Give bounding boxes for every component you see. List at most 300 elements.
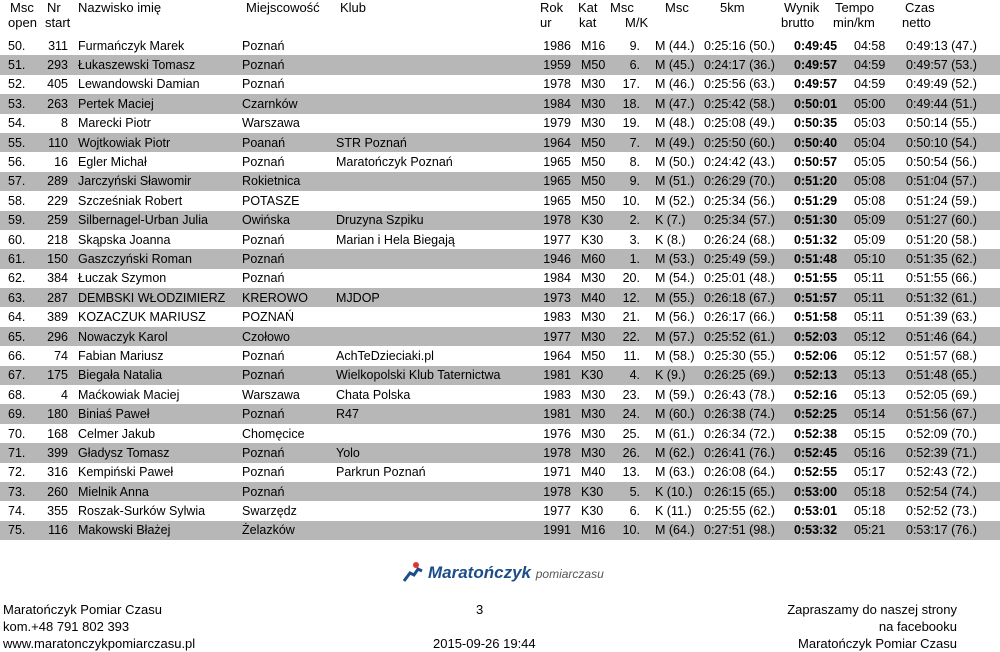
- cell-name: Egler Michał: [74, 152, 242, 171]
- cell-place: 56.: [0, 152, 35, 171]
- cell-gender-place: M (61.): [650, 424, 700, 443]
- cell-pace: 05:11: [848, 307, 904, 326]
- cell-pace: 05:12: [848, 327, 904, 346]
- cell-place: 64.: [0, 307, 35, 326]
- cell-city: Poznań: [242, 404, 336, 423]
- cell-city: Swarzędz: [242, 501, 336, 520]
- cell-city: Poznań: [242, 443, 336, 462]
- cell-gender-place: M (51.): [650, 172, 700, 191]
- cell-split-5km: 0:25:52 (61.): [700, 327, 790, 346]
- cell-category: M30: [577, 114, 613, 133]
- cell-pace: 05:08: [848, 172, 904, 191]
- cell-cat-place: 6.: [613, 55, 650, 74]
- footer-facebook[interactable]: na facebooku: [878, 619, 957, 634]
- cell-category: K30: [577, 501, 613, 520]
- cell-gross-time: 0:51:58: [790, 307, 848, 326]
- cell-year: 1973: [537, 288, 577, 307]
- cell-category: M30: [577, 269, 613, 288]
- cell-place: 73.: [0, 482, 35, 501]
- cell-pace: 05:09: [848, 211, 904, 230]
- cell-bib: 287: [35, 288, 74, 307]
- cell-category: M30: [577, 307, 613, 326]
- cell-split-5km: 0:27:51 (98.): [700, 521, 790, 540]
- cell-category: M40: [577, 288, 613, 307]
- cell-gross-time: 0:49:45: [790, 36, 848, 55]
- cell-city: Poznań: [242, 55, 336, 74]
- cell-pace: 05:14: [848, 404, 904, 423]
- table-row: [0, 463, 1000, 482]
- cell-split-5km: 0:26:38 (74.): [700, 404, 790, 423]
- cell-city: Poznań: [242, 152, 336, 171]
- cell-gender-place: K (7.): [650, 211, 700, 230]
- cell-place: 74.: [0, 501, 35, 520]
- cell-net-time: 0:52:05 (69.): [904, 385, 1000, 404]
- cell-pace: 05:18: [848, 501, 904, 520]
- table-row: [0, 152, 1000, 171]
- header-col-3: Miejscowość: [246, 0, 320, 15]
- cell-year: 1946: [537, 249, 577, 268]
- cell-split-5km: 0:25:42 (58.): [700, 94, 790, 113]
- cell-club: [336, 521, 537, 540]
- cell-club: AchTeDzieciaki.pl: [336, 346, 537, 365]
- cell-cat-place: 4.: [613, 366, 650, 385]
- cell-net-time: 0:51:48 (65.): [904, 366, 1000, 385]
- cell-gross-time: 0:52:25: [790, 404, 848, 423]
- cell-city: Rokietnica: [242, 172, 336, 191]
- cell-gender-place: M (49.): [650, 133, 700, 152]
- cell-place: 54.: [0, 114, 35, 133]
- cell-year: 1981: [537, 366, 577, 385]
- cell-bib: 260: [35, 482, 74, 501]
- cell-year: 1971: [537, 463, 577, 482]
- header-sub-1: start: [45, 15, 71, 30]
- cell-place: 68.: [0, 385, 35, 404]
- cell-category: M30: [577, 424, 613, 443]
- cell-gender-place: M (63.): [650, 463, 700, 482]
- cell-city: Poznań: [242, 75, 336, 94]
- table-row: [0, 172, 1000, 191]
- cell-split-5km: 0:25:50 (60.): [700, 133, 790, 152]
- cell-cat-place: 24.: [613, 404, 650, 423]
- cell-name: Celmer Jakub: [74, 424, 242, 443]
- cell-cat-place: 7.: [613, 133, 650, 152]
- cell-year: 1965: [537, 152, 577, 171]
- cell-year: 1983: [537, 385, 577, 404]
- cell-gender-place: M (60.): [650, 404, 700, 423]
- footer-left: [3, 601, 195, 652]
- cell-cat-place: 26.: [613, 443, 650, 462]
- cell-year: 1984: [537, 94, 577, 113]
- cell-pace: 05:11: [848, 288, 904, 307]
- cell-category: M30: [577, 94, 613, 113]
- header-col-11: Tempo: [835, 0, 875, 15]
- cell-net-time: 0:50:14 (55.): [904, 114, 1000, 133]
- header-col-10: Wynik: [784, 0, 820, 15]
- cell-gender-place: M (47.): [650, 94, 700, 113]
- cell-gross-time: 0:53:01: [790, 501, 848, 520]
- cell-gender-place: K (10.): [650, 482, 700, 501]
- header-col-5: Rok: [540, 0, 564, 15]
- cell-city: Poznań: [242, 249, 336, 268]
- cell-split-5km: 0:25:56 (63.): [700, 75, 790, 94]
- cell-category: K30: [577, 211, 613, 230]
- cell-gross-time: 0:53:32: [790, 521, 848, 540]
- cell-split-5km: 0:24:17 (36.): [700, 55, 790, 74]
- cell-gender-place: M (58.): [650, 346, 700, 365]
- cell-cat-place: 21.: [613, 307, 650, 326]
- cell-city: Czołowo: [242, 327, 336, 346]
- cell-category: M50: [577, 346, 613, 365]
- table-row: [0, 501, 1000, 520]
- cell-cat-place: 22.: [613, 327, 650, 346]
- cell-club: R47: [336, 404, 537, 423]
- cell-cat-place: 19.: [613, 114, 650, 133]
- cell-club: [336, 327, 537, 346]
- cell-split-5km: 0:25:34 (56.): [700, 191, 790, 210]
- cell-club: Chata Polska: [336, 385, 537, 404]
- cell-bib: 289: [35, 172, 74, 191]
- cell-club: [336, 114, 537, 133]
- cell-club: Maratończyk Poznań: [336, 152, 537, 171]
- cell-place: 60.: [0, 230, 35, 249]
- cell-split-5km: 0:25:30 (55.): [700, 346, 790, 365]
- cell-pace: 05:08: [848, 191, 904, 210]
- cell-name: Skąpska Joanna: [74, 230, 242, 249]
- table-header: [0, 0, 960, 36]
- footer-company-right: Maratończyk Pomiar Czasu: [798, 636, 957, 651]
- cell-bib: 4: [35, 385, 74, 404]
- cell-category: M50: [577, 55, 613, 74]
- cell-gross-time: 0:50:57: [790, 152, 848, 171]
- cell-year: 1978: [537, 211, 577, 230]
- cell-cat-place: 9.: [613, 36, 650, 55]
- cell-gross-time: 0:49:57: [790, 75, 848, 94]
- cell-club: [336, 424, 537, 443]
- cell-city: Poznań: [242, 366, 336, 385]
- cell-split-5km: 0:26:34 (72.): [700, 424, 790, 443]
- cell-gross-time: 0:51:29: [790, 191, 848, 210]
- cell-year: 1977: [537, 230, 577, 249]
- cell-year: 1964: [537, 346, 577, 365]
- footer-phone: kom.+48 791 802 393: [3, 619, 130, 634]
- cell-name: Łuczak Szymon: [74, 269, 242, 288]
- cell-city: Poznań: [242, 269, 336, 288]
- header-col-1: Nr: [47, 0, 61, 15]
- cell-split-5km: 0:25:34 (57.): [700, 211, 790, 230]
- cell-split-5km: 0:26:25 (69.): [700, 366, 790, 385]
- cell-club: [336, 269, 537, 288]
- page-number: 3: [476, 602, 484, 617]
- cell-bib: 218: [35, 230, 74, 249]
- cell-net-time: 0:51:32 (61.): [904, 288, 1000, 307]
- cell-gross-time: 0:51:48: [790, 249, 848, 268]
- cell-cat-place: 12.: [613, 288, 650, 307]
- cell-bib: 384: [35, 269, 74, 288]
- header-col-7: Msc: [610, 0, 634, 15]
- cell-bib: 311: [35, 36, 74, 55]
- cell-gross-time: 0:51:55: [790, 269, 848, 288]
- cell-net-time: 0:53:17 (76.): [904, 521, 1000, 540]
- cell-cat-place: 3.: [613, 230, 650, 249]
- cell-pace: 05:15: [848, 424, 904, 443]
- cell-year: 1979: [537, 114, 577, 133]
- cell-name: Maćkowiak Maciej: [74, 385, 242, 404]
- cell-place: 50.: [0, 36, 35, 55]
- cell-cat-place: 2.: [613, 211, 650, 230]
- cell-club: [336, 55, 537, 74]
- table-row: [0, 307, 1000, 326]
- cell-name: Szcześniak Robert: [74, 191, 242, 210]
- table-row: [0, 55, 1000, 74]
- cell-city: Chomęcice: [242, 424, 336, 443]
- logo-text: Maratończyk: [428, 563, 531, 582]
- cell-bib: 259: [35, 211, 74, 230]
- cell-split-5km: 0:26:29 (70.): [700, 172, 790, 191]
- cell-split-5km: 0:25:01 (48.): [700, 269, 790, 288]
- table-row: [0, 404, 1000, 423]
- cell-city: POZNAŃ: [242, 307, 336, 326]
- cell-place: 70.: [0, 424, 35, 443]
- cell-year: 1976: [537, 424, 577, 443]
- table-row: [0, 288, 1000, 307]
- cell-split-5km: 0:25:55 (62.): [700, 501, 790, 520]
- cell-bib: 399: [35, 443, 74, 462]
- runner-logo-icon: [400, 561, 424, 583]
- cell-year: 1983: [537, 307, 577, 326]
- cell-name: Marecki Piotr: [74, 114, 242, 133]
- cell-city: Owińska: [242, 211, 336, 230]
- cell-bib: 8: [35, 114, 74, 133]
- cell-pace: 05:13: [848, 366, 904, 385]
- cell-category: M50: [577, 172, 613, 191]
- cell-split-5km: 0:24:42 (43.): [700, 152, 790, 171]
- cell-bib: 150: [35, 249, 74, 268]
- cell-name: Jarczyński Sławomir: [74, 172, 242, 191]
- cell-place: 52.: [0, 75, 35, 94]
- cell-net-time: 0:49:44 (51.): [904, 94, 1000, 113]
- table-row: [0, 346, 1000, 365]
- table-row: [0, 75, 1000, 94]
- cell-year: 1977: [537, 327, 577, 346]
- cell-gender-place: M (44.): [650, 36, 700, 55]
- cell-net-time: 0:50:54 (56.): [904, 152, 1000, 171]
- cell-pace: 04:58: [848, 36, 904, 55]
- cell-city: Poznań: [242, 463, 336, 482]
- cell-pace: 05:17: [848, 463, 904, 482]
- cell-pace: 05:10: [848, 249, 904, 268]
- cell-net-time: 0:49:13 (47.): [904, 36, 1000, 55]
- cell-gross-time: 0:51:32: [790, 230, 848, 249]
- cell-city: Czarnków: [242, 94, 336, 113]
- cell-city: Warszawa: [242, 385, 336, 404]
- cell-cat-place: 11.: [613, 346, 650, 365]
- cell-bib: 293: [35, 55, 74, 74]
- header-col-6: Kat: [578, 0, 598, 15]
- cell-city: Poznań: [242, 346, 336, 365]
- cell-bib: 405: [35, 75, 74, 94]
- cell-category: M50: [577, 191, 613, 210]
- cell-pace: 05:18: [848, 482, 904, 501]
- cell-year: 1977: [537, 501, 577, 520]
- cell-split-5km: 0:26:41 (76.): [700, 443, 790, 462]
- cell-club: [336, 307, 537, 326]
- cell-split-5km: 0:26:24 (68.): [700, 230, 790, 249]
- cell-year: 1964: [537, 133, 577, 152]
- footer-company: Maratończyk Pomiar Czasu: [3, 602, 162, 617]
- cell-bib: 16: [35, 152, 74, 171]
- cell-place: 67.: [0, 366, 35, 385]
- cell-city: Poznań: [242, 230, 336, 249]
- cell-pace: 05:13: [848, 385, 904, 404]
- cell-category: M30: [577, 404, 613, 423]
- cell-name: Biegała Natalia: [74, 366, 242, 385]
- cell-city: POTASZE: [242, 191, 336, 210]
- table-row: [0, 385, 1000, 404]
- cell-pace: 05:03: [848, 114, 904, 133]
- cell-gender-place: K (8.): [650, 230, 700, 249]
- cell-gender-place: M (53.): [650, 249, 700, 268]
- cell-net-time: 0:51:04 (57.): [904, 172, 1000, 191]
- table-row: [0, 482, 1000, 501]
- cell-place: 58.: [0, 191, 35, 210]
- table-row: [0, 249, 1000, 268]
- cell-pace: 05:11: [848, 269, 904, 288]
- cell-net-time: 0:52:52 (73.): [904, 501, 1000, 520]
- cell-year: 1965: [537, 191, 577, 210]
- cell-net-time: 0:51:27 (60.): [904, 211, 1000, 230]
- cell-place: 57.: [0, 172, 35, 191]
- cell-club: Parkrun Poznań: [336, 463, 537, 482]
- cell-club: [336, 172, 537, 191]
- cell-gender-place: M (52.): [650, 191, 700, 210]
- cell-year: 1981: [537, 404, 577, 423]
- table-row: [0, 443, 1000, 462]
- cell-cat-place: 18.: [613, 94, 650, 113]
- cell-gender-place: K (9.): [650, 366, 700, 385]
- cell-city: Poznań: [242, 482, 336, 501]
- cell-pace: 04:59: [848, 55, 904, 74]
- cell-split-5km: 0:25:16 (50.): [700, 36, 790, 55]
- cell-year: 1991: [537, 521, 577, 540]
- cell-gender-place: M (64.): [650, 521, 700, 540]
- cell-place: 65.: [0, 327, 35, 346]
- cell-city: Żelazków: [242, 521, 336, 540]
- cell-net-time: 0:49:49 (52.): [904, 75, 1000, 94]
- cell-city: Poznań: [242, 36, 336, 55]
- cell-place: 71.: [0, 443, 35, 462]
- cell-name: DEMBSKI WŁODZIMIERZ: [74, 288, 242, 307]
- cell-club: Marian i Hela Biegają: [336, 230, 537, 249]
- cell-club: STR Poznań: [336, 133, 537, 152]
- cell-category: M50: [577, 133, 613, 152]
- cell-club: [336, 501, 537, 520]
- cell-gender-place: M (48.): [650, 114, 700, 133]
- footer-website[interactable]: www.maratonczykpomiarczasu.pl: [3, 636, 196, 651]
- cell-cat-place: 25.: [613, 424, 650, 443]
- cell-name: Gaszczyński Roman: [74, 249, 242, 268]
- cell-category: M60: [577, 249, 613, 268]
- cell-bib: 175: [35, 366, 74, 385]
- cell-cat-place: 13.: [613, 463, 650, 482]
- cell-club: [336, 191, 537, 210]
- cell-place: 61.: [0, 249, 35, 268]
- cell-bib: 74: [35, 346, 74, 365]
- cell-category: M30: [577, 327, 613, 346]
- cell-net-time: 0:49:57 (53.): [904, 55, 1000, 74]
- cell-split-5km: 0:25:08 (49.): [700, 114, 790, 133]
- cell-club: Yolo: [336, 443, 537, 462]
- header-sub-6: kat: [579, 15, 597, 30]
- cell-club: [336, 249, 537, 268]
- cell-name: Silbernagel-Urban Julia: [74, 211, 242, 230]
- header-col-8: Msc: [665, 0, 689, 15]
- table-row: [0, 191, 1000, 210]
- header-col-12: Czas: [905, 0, 935, 15]
- logo-subtext: pomiarczasu: [535, 567, 604, 581]
- cell-pace: 05:12: [848, 346, 904, 365]
- cell-net-time: 0:51:46 (64.): [904, 327, 1000, 346]
- cell-cat-place: 9.: [613, 172, 650, 191]
- cell-gross-time: 0:50:40: [790, 133, 848, 152]
- cell-name: Makowski Błażej: [74, 521, 242, 540]
- table-row: [0, 211, 1000, 230]
- cell-net-time: 0:52:09 (70.): [904, 424, 1000, 443]
- cell-club: [336, 94, 537, 113]
- cell-place: 59.: [0, 211, 35, 230]
- cell-net-time: 0:52:39 (71.): [904, 443, 1000, 462]
- cell-cat-place: 8.: [613, 152, 650, 171]
- cell-city: Poanań: [242, 133, 336, 152]
- cell-net-time: 0:51:55 (66.): [904, 269, 1000, 288]
- header-sub-9: brutto: [781, 15, 815, 30]
- header-col-0: Msc: [10, 0, 34, 15]
- cell-year: 1959: [537, 55, 577, 74]
- cell-pace: 05:05: [848, 152, 904, 171]
- cell-category: M50: [577, 152, 613, 171]
- cell-gender-place: M (46.): [650, 75, 700, 94]
- header-col-2: Nazwisko imię: [78, 0, 162, 15]
- cell-category: M30: [577, 385, 613, 404]
- table-row: [0, 94, 1000, 113]
- cell-category: K30: [577, 230, 613, 249]
- cell-gross-time: 0:53:00: [790, 482, 848, 501]
- header-sub-11: netto: [902, 15, 931, 30]
- cell-club: Druzyna Szpiku: [336, 211, 537, 230]
- table-row: [0, 269, 1000, 288]
- cell-category: M16: [577, 521, 613, 540]
- cell-gross-time: 0:50:01: [790, 94, 848, 113]
- cell-category: M16: [577, 36, 613, 55]
- cell-place: 69.: [0, 404, 35, 423]
- cell-gross-time: 0:52:55: [790, 463, 848, 482]
- header-sub-10: min/km: [833, 15, 875, 30]
- cell-category: M30: [577, 443, 613, 462]
- cell-gross-time: 0:52:16: [790, 385, 848, 404]
- cell-net-time: 0:51:24 (59.): [904, 191, 1000, 210]
- cell-gross-time: 0:51:57: [790, 288, 848, 307]
- cell-cat-place: 1.: [613, 249, 650, 268]
- cell-gross-time: 0:52:06: [790, 346, 848, 365]
- table-row: [0, 366, 1000, 385]
- cell-net-time: 0:50:10 (54.): [904, 133, 1000, 152]
- header-col-4: Klub: [340, 0, 367, 15]
- cell-cat-place: 23.: [613, 385, 650, 404]
- print-date: 2015-09-26 19:44: [433, 636, 536, 651]
- cell-split-5km: 0:26:15 (65.): [700, 482, 790, 501]
- cell-bib: 355: [35, 501, 74, 520]
- cell-cat-place: 6.: [613, 501, 650, 520]
- cell-gender-place: M (56.): [650, 307, 700, 326]
